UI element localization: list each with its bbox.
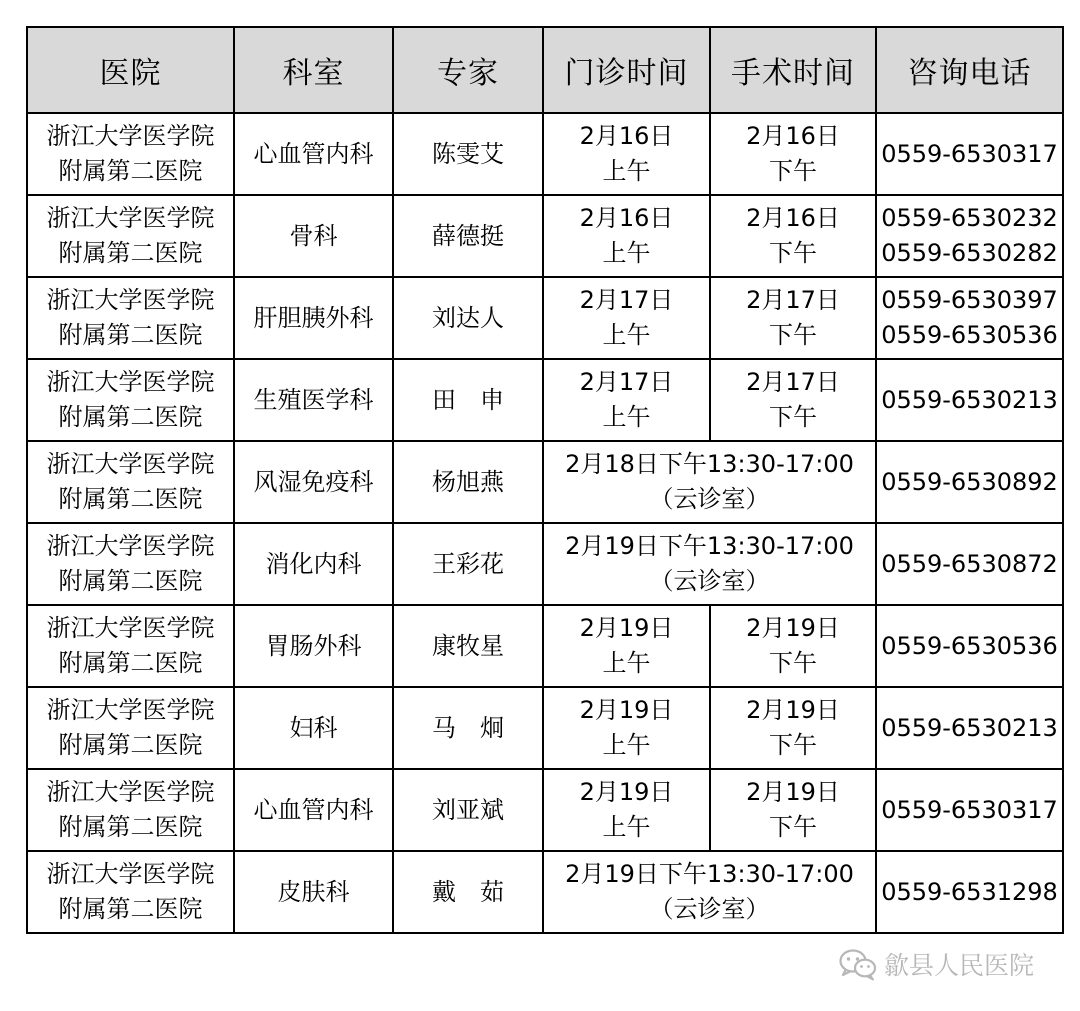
phone-cell [876, 359, 1063, 441]
table-row [27, 277, 1063, 359]
hospital-cell [27, 359, 234, 441]
phone-cell [876, 769, 1063, 851]
clinic-time-cell-line: 上午 [602, 813, 651, 841]
hospital-cell [27, 687, 234, 769]
hospital-cell [27, 441, 234, 523]
hospital-cell [27, 195, 234, 277]
department-cell: 心血管内科 [234, 113, 393, 195]
cloud-clinic-time-cell [543, 851, 876, 933]
watermark [838, 946, 1034, 982]
hospital-cell-line: 附属第二医院 [58, 895, 203, 923]
surgery-time-cell-line: 2月17日 [746, 368, 840, 396]
phone-cell-line: 0559-6530213 [881, 713, 1058, 742]
table-row [27, 113, 1063, 195]
phone-cell [876, 113, 1063, 195]
hospital-cell-line: 附属第二医院 [58, 321, 203, 349]
hospital-cell-line: 附属第二医院 [58, 813, 203, 841]
hospital-cell [27, 851, 234, 933]
phone-cell-line: 0559-6530213 [881, 385, 1058, 414]
clinic-time-cell-line: 上午 [602, 731, 651, 759]
surgery-time-cell-line: 2月19日 [746, 614, 840, 642]
expert-cell: 刘达人 [393, 277, 543, 359]
wechat-icon [838, 947, 878, 981]
department-cell: 风湿免疫科 [234, 441, 393, 523]
cloud-clinic-time-cell-line: （云诊室） [649, 567, 770, 595]
surgery-time-cell-line: 下午 [769, 731, 817, 759]
surgery-time-cell [710, 769, 876, 851]
table-row [27, 523, 1063, 605]
expert-cell: 戴 茹 [393, 851, 543, 933]
clinic-time-cell-line: 2月19日 [579, 614, 674, 642]
hospital-cell-line: 浙江大学医学院 [46, 696, 215, 724]
surgery-time-cell-line: 2月16日 [746, 204, 840, 232]
phone-cell-line: 0559-6531298 [881, 877, 1058, 906]
surgery-time-cell [710, 277, 876, 359]
table-row [27, 195, 1063, 277]
cloud-clinic-time-cell-line: （云诊室） [649, 895, 770, 923]
expert-cell: 康牧星 [393, 605, 543, 687]
department-cell: 肝胆胰外科 [234, 277, 393, 359]
hospital-cell-line: 浙江大学医学院 [46, 778, 215, 806]
expert-schedule-table [26, 26, 1064, 934]
clinic-time-cell [543, 687, 710, 769]
department-cell: 心血管内科 [234, 769, 393, 851]
expert-cell: 田 申 [393, 359, 543, 441]
clinic-time-cell-line: 上午 [602, 649, 651, 677]
hospital-cell-line: 浙江大学医学院 [46, 122, 215, 150]
phone-cell-line: 0559-6530536 [881, 321, 1058, 349]
clinic-time-cell [543, 769, 710, 851]
hospital-cell [27, 523, 234, 605]
phone-cell [876, 441, 1063, 523]
table-row [27, 769, 1063, 851]
cloud-clinic-time-cell [543, 523, 876, 605]
clinic-time-cell-line: 2月16日 [579, 204, 674, 232]
department-cell: 妇科 [234, 687, 393, 769]
clinic-time-cell-line: 上午 [602, 321, 651, 349]
table-row [27, 687, 1063, 769]
expert-cell: 王彩花 [393, 523, 543, 605]
clinic-time-cell-line: 2月19日 [579, 778, 674, 806]
surgery-time-cell-line: 下午 [769, 813, 817, 841]
expert-cell: 马 炯 [393, 687, 543, 769]
clinic-time-cell-line: 上午 [602, 403, 651, 431]
header-row [27, 27, 1063, 113]
surgery-time-cell-line: 下午 [769, 157, 817, 185]
cloud-clinic-time-cell-line: 2月19日下午13:30-17:00 [565, 532, 854, 560]
hospital-cell-line: 附属第二医院 [58, 567, 203, 595]
table-body [27, 113, 1063, 933]
clinic-time-cell [543, 195, 710, 277]
department-cell: 生殖医学科 [234, 359, 393, 441]
header-clinic-time: 门诊时间 [543, 27, 710, 113]
hospital-cell-line: 附属第二医院 [58, 239, 203, 267]
phone-cell-line: 0559-6530232 [881, 204, 1058, 232]
clinic-time-cell-line: 上午 [602, 157, 651, 185]
surgery-time-cell [710, 113, 876, 195]
phone-cell [876, 851, 1063, 933]
hospital-cell-line: 附属第二医院 [58, 649, 203, 677]
hospital-cell [27, 277, 234, 359]
expert-cell: 刘亚斌 [393, 769, 543, 851]
hospital-cell-line: 浙江大学医学院 [46, 532, 215, 560]
clinic-time-cell-line: 2月17日 [579, 286, 674, 314]
phone-cell-line: 0559-6530317 [881, 795, 1058, 824]
expert-cell: 薛德挺 [393, 195, 543, 277]
phone-cell [876, 523, 1063, 605]
hospital-cell-line: 浙江大学医学院 [46, 614, 215, 642]
hospital-cell-line: 浙江大学医学院 [46, 286, 215, 314]
clinic-time-cell-line: 2月19日 [579, 696, 674, 724]
clinic-time-cell [543, 277, 710, 359]
department-cell: 骨科 [234, 195, 393, 277]
surgery-time-cell [710, 605, 876, 687]
hospital-cell [27, 113, 234, 195]
surgery-time-cell-line: 2月19日 [746, 696, 840, 724]
hospital-cell-line: 浙江大学医学院 [46, 368, 215, 396]
phone-cell [876, 605, 1063, 687]
hospital-cell-line: 附属第二医院 [58, 157, 203, 185]
phone-cell [876, 277, 1063, 359]
phone-cell-line: 0559-6530892 [881, 467, 1058, 496]
department-cell: 皮肤科 [234, 851, 393, 933]
surgery-time-cell-line: 下午 [769, 321, 817, 349]
cloud-clinic-time-cell-line: 2月19日下午13:30-17:00 [565, 860, 854, 888]
clinic-time-cell-line: 2月17日 [579, 368, 674, 396]
clinic-time-cell [543, 359, 710, 441]
hospital-cell-line: 浙江大学医学院 [46, 450, 215, 478]
hospital-cell-line: 浙江大学医学院 [46, 204, 215, 232]
hospital-cell [27, 769, 234, 851]
department-cell: 消化内科 [234, 523, 393, 605]
surgery-time-cell-line: 下午 [769, 239, 817, 267]
hospital-cell-line: 浙江大学医学院 [46, 860, 215, 888]
header-expert: 专家 [393, 27, 543, 113]
cloud-clinic-time-cell-line: 2月18日下午13:30-17:00 [565, 450, 854, 478]
surgery-time-cell [710, 195, 876, 277]
phone-cell-line: 0559-6530536 [881, 631, 1058, 660]
header-phone: 咨询电话 [876, 27, 1063, 113]
phone-cell [876, 687, 1063, 769]
header-department: 科室 [234, 27, 393, 113]
expert-cell: 杨旭燕 [393, 441, 543, 523]
hospital-cell [27, 605, 234, 687]
table-row [27, 851, 1063, 933]
table-row [27, 441, 1063, 523]
surgery-time-cell-line: 下午 [769, 649, 817, 677]
phone-cell-line: 0559-6530317 [881, 139, 1058, 168]
surgery-time-cell-line: 下午 [769, 403, 817, 431]
clinic-time-cell [543, 605, 710, 687]
phone-cell [876, 195, 1063, 277]
surgery-time-cell-line: 2月17日 [746, 286, 840, 314]
cloud-clinic-time-cell [543, 441, 876, 523]
phone-cell-line: 0559-6530282 [881, 239, 1058, 267]
table-row [27, 605, 1063, 687]
clinic-time-cell [543, 113, 710, 195]
surgery-time-cell [710, 359, 876, 441]
expert-cell: 陈雯艾 [393, 113, 543, 195]
cloud-clinic-time-cell-line: （云诊室） [649, 485, 770, 513]
hospital-cell-line: 附属第二医院 [58, 731, 203, 759]
clinic-time-cell-line: 2月16日 [579, 122, 674, 150]
hospital-cell-line: 附属第二医院 [58, 403, 203, 431]
phone-cell-line: 0559-6530872 [881, 549, 1058, 578]
department-cell: 胃肠外科 [234, 605, 393, 687]
surgery-time-cell [710, 687, 876, 769]
hospital-cell-line: 附属第二医院 [58, 485, 203, 513]
table-row [27, 359, 1063, 441]
phone-cell-line: 0559-6530397 [881, 286, 1058, 314]
watermark-text: 歙县人民医院 [884, 951, 1035, 980]
surgery-time-cell-line: 2月16日 [746, 122, 840, 150]
header-hospital: 医院 [27, 27, 234, 113]
header-surgery-time: 手术时间 [710, 27, 876, 113]
clinic-time-cell-line: 上午 [602, 239, 651, 267]
surgery-time-cell-line: 2月19日 [746, 778, 840, 806]
